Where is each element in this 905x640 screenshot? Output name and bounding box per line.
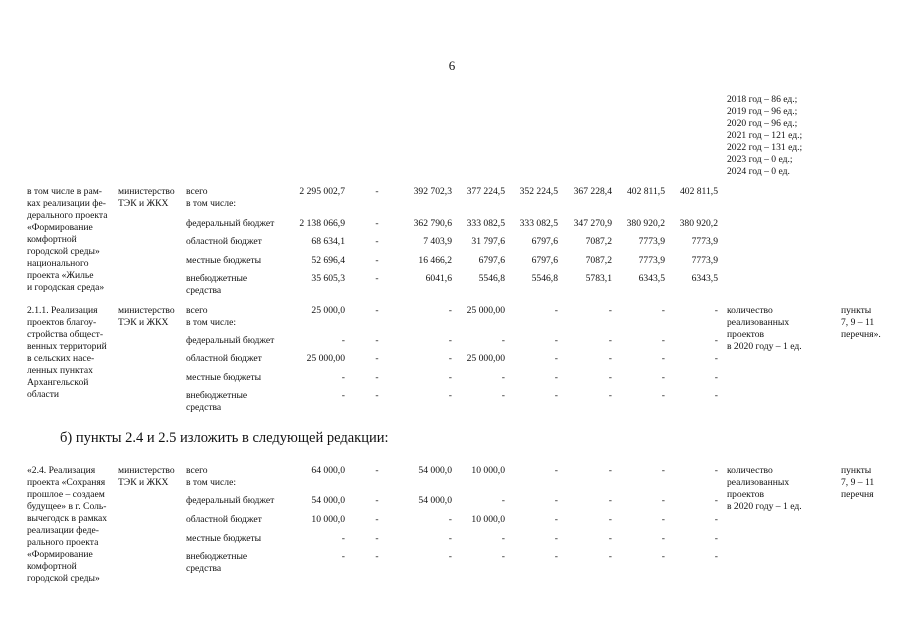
amount-cell: 7087,2 — [585, 255, 612, 266]
amount-cell: - — [375, 390, 379, 401]
amount-cell: - — [448, 372, 452, 383]
section-name: 2.1.1. Реализация проектов благоу- стройства общест- венных территорий в сельских насе- ленных пунктах Архангельской области — [27, 305, 107, 400]
amount-cell: - — [714, 465, 718, 476]
amount-cell: 7 403,9 — [423, 236, 452, 247]
amount-cell: - — [554, 514, 558, 525]
amount-cell: - — [608, 335, 612, 346]
funding-source-label: местные бюджеты — [186, 533, 262, 544]
amount-cell: - — [714, 551, 718, 562]
amount-cell: - — [448, 335, 452, 346]
amount-cell: - — [501, 551, 505, 562]
amount-cell: 35 605,3 — [311, 273, 345, 284]
amount-cell: - — [375, 255, 379, 266]
amount-cell: 7773,9 — [638, 255, 665, 266]
amount-cell: 31 797,6 — [471, 236, 505, 247]
amount-cell: 7087,2 — [585, 236, 612, 247]
amount-cell: - — [341, 551, 345, 562]
funding-source-label: местные бюджеты — [186, 372, 262, 383]
funding-source-label: федеральный бюджет — [186, 218, 275, 229]
funding-source-label: областной бюджет — [186, 236, 262, 247]
amount-cell: - — [714, 514, 718, 525]
amount-cell: 5546,8 — [478, 273, 505, 284]
amount-cell: 6343,5 — [638, 273, 665, 284]
amount-cell: - — [714, 335, 718, 346]
amount-cell: - — [501, 390, 505, 401]
amount-cell: 2 295 002,7 — [299, 186, 345, 197]
section-executor: министерство ТЭК и ЖКХ — [118, 186, 175, 209]
amount-cell: - — [714, 495, 718, 506]
amount-cell: - — [554, 551, 558, 562]
amount-cell: - — [375, 218, 379, 229]
amount-cell: - — [375, 514, 379, 525]
amount-cell: - — [375, 236, 379, 247]
amount-cell: - — [661, 465, 665, 476]
section-executor: министерство ТЭК и ЖКХ — [118, 305, 175, 328]
funding-source-label: внебюджетные средства — [186, 551, 248, 574]
amount-cell: 392 702,3 — [413, 186, 452, 197]
amount-cell: - — [341, 372, 345, 383]
amount-cell: - — [554, 390, 558, 401]
funding-source-label: областной бюджет — [186, 514, 262, 525]
amount-cell: 402 811,5 — [626, 186, 665, 197]
amount-cell: 6797,6 — [478, 255, 505, 266]
amount-cell: 380 920,2 — [626, 218, 665, 229]
amount-cell: - — [714, 372, 718, 383]
amount-cell: 54 000,0 — [311, 495, 345, 506]
amount-cell: - — [554, 353, 558, 364]
amount-cell: - — [661, 533, 665, 544]
funding-source-label: всего в том числе: — [186, 465, 237, 488]
amount-cell: - — [375, 495, 379, 506]
amount-cell: - — [554, 335, 558, 346]
amount-cell: - — [448, 390, 452, 401]
section-name: в том числе в рам- ках реализации фе- дерального проекта «Формирование комфортной городской среды» национального проекта «Жилье и городская среда» — [27, 186, 108, 293]
funding-source-label: местные бюджеты — [186, 255, 262, 266]
amount-cell: - — [375, 372, 379, 383]
funding-source-label: внебюджетные средства — [186, 390, 248, 413]
funding-source-label: внебюджетные средства — [186, 273, 248, 296]
amount-cell: - — [661, 335, 665, 346]
amount-cell: - — [448, 353, 452, 364]
indicator-text: количество реализованных проектов в 2020 году – 1 ед. — [727, 305, 802, 352]
amount-cell: 64 000,0 — [311, 465, 345, 476]
amount-cell: - — [501, 372, 505, 383]
amount-cell: - — [608, 495, 612, 506]
amount-cell: - — [661, 495, 665, 506]
amount-cell: - — [375, 465, 379, 476]
amount-cell: - — [501, 533, 505, 544]
amount-cell: 54 000,0 — [418, 465, 452, 476]
amount-cell: - — [714, 305, 718, 316]
amount-cell: 347 270,9 — [573, 218, 612, 229]
section-executor: министерство ТЭК и ЖКХ — [118, 465, 175, 488]
amount-cell: 377 224,5 — [466, 186, 505, 197]
amount-cell: - — [608, 305, 612, 316]
amount-cell: 7773,9 — [691, 255, 718, 266]
amount-cell: - — [448, 305, 452, 316]
amount-cell: 7773,9 — [691, 236, 718, 247]
amount-cell: 333 082,5 — [519, 218, 558, 229]
amount-cell: 6343,5 — [691, 273, 718, 284]
amount-cell: 54 000,0 — [418, 495, 452, 506]
amount-cell: 52 696,4 — [311, 255, 345, 266]
amount-cell: - — [341, 390, 345, 401]
amount-cell: - — [608, 465, 612, 476]
amount-cell: 10 000,0 — [471, 514, 505, 525]
amount-cell: - — [375, 551, 379, 562]
funding-source-label: федеральный бюджет — [186, 495, 275, 506]
amount-cell: 6797,6 — [531, 236, 558, 247]
amount-cell: - — [448, 514, 452, 525]
amount-cell: - — [554, 495, 558, 506]
amount-cell: - — [661, 551, 665, 562]
reference-text: пункты 7, 9 – 11 перечня». — [841, 305, 881, 340]
top-indicator-text: 2018 год – 86 ед.; 2019 год – 96 ед.; 2020 год – 96 ед.; 2021 год – 121 ед.; 2022 год – 131 ед.; 2023 год – 0 ед.; 2024 год – 0 ед. — [727, 94, 803, 177]
amount-cell: 16 466,2 — [418, 255, 452, 266]
amount-cell: 5546,8 — [531, 273, 558, 284]
funding-source-label: федеральный бюджет — [186, 335, 275, 346]
amount-cell: - — [448, 551, 452, 562]
amount-cell: - — [554, 465, 558, 476]
amount-cell: - — [661, 372, 665, 383]
amount-cell: 25 000,00 — [466, 305, 505, 316]
amount-cell: 6797,6 — [531, 255, 558, 266]
amount-cell: - — [375, 186, 379, 197]
amount-cell: 6041,6 — [425, 273, 452, 284]
amount-cell: - — [714, 533, 718, 544]
indicator-text: количество реализованных проектов в 2020 году – 1 ед. — [727, 465, 802, 512]
amount-cell: 10 000,0 — [311, 514, 345, 525]
amount-cell: - — [375, 533, 379, 544]
section-name: «2.4. Реализация проекта «Сохраняя прошлое – создаем будущее» в г. Соль- вычегодск в рамках реализации феде- рального проекта «Формирование комфортной городской среды» — [27, 465, 108, 584]
amount-cell: - — [554, 305, 558, 316]
amount-cell: - — [608, 514, 612, 525]
amount-cell: - — [375, 273, 379, 284]
amount-cell: - — [661, 390, 665, 401]
amount-cell: 402 811,5 — [679, 186, 718, 197]
amount-cell: - — [714, 390, 718, 401]
amount-cell: - — [375, 335, 379, 346]
amount-cell: - — [501, 335, 505, 346]
amount-cell: 5783,1 — [585, 273, 612, 284]
amount-cell: 10 000,0 — [471, 465, 505, 476]
amount-cell: 68 634,1 — [311, 236, 345, 247]
amount-cell: - — [608, 353, 612, 364]
amount-cell: 7773,9 — [638, 236, 665, 247]
amount-cell: - — [448, 533, 452, 544]
amount-cell: - — [608, 390, 612, 401]
amount-cell: 362 790,6 — [413, 218, 452, 229]
amount-cell: - — [714, 353, 718, 364]
amount-cell: - — [554, 372, 558, 383]
amount-cell: - — [554, 533, 558, 544]
amount-cell: 367 228,4 — [573, 186, 612, 197]
funding-source-label: всего в том числе: — [186, 305, 237, 328]
amount-cell: 352 224,5 — [519, 186, 558, 197]
funding-source-label: областной бюджет — [186, 353, 262, 364]
amount-cell: - — [375, 353, 379, 364]
section-heading: б) пункты 2.4 и 2.5 изложить в следующей редакции: — [60, 430, 389, 446]
page-number: 6 — [448, 58, 456, 73]
amount-cell: - — [608, 372, 612, 383]
amount-cell: - — [341, 533, 345, 544]
amount-cell: - — [501, 495, 505, 506]
amount-cell: - — [375, 305, 379, 316]
amount-cell: 25 000,00 — [466, 353, 505, 364]
amount-cell: 333 082,5 — [466, 218, 505, 229]
amount-cell: - — [661, 305, 665, 316]
amount-cell: 25 000,0 — [311, 305, 345, 316]
reference-text: пункты 7, 9 – 11 перечня — [841, 465, 875, 500]
amount-cell: - — [341, 335, 345, 346]
amount-cell: - — [661, 514, 665, 525]
amount-cell: - — [608, 551, 612, 562]
amount-cell: 380 920,2 — [679, 218, 718, 229]
funding-source-label: всего в том числе: — [186, 186, 237, 209]
amount-cell: - — [608, 533, 612, 544]
amount-cell: - — [661, 353, 665, 364]
amount-cell: 25 000,00 — [306, 353, 345, 364]
amount-cell: 2 138 066,9 — [299, 218, 345, 229]
